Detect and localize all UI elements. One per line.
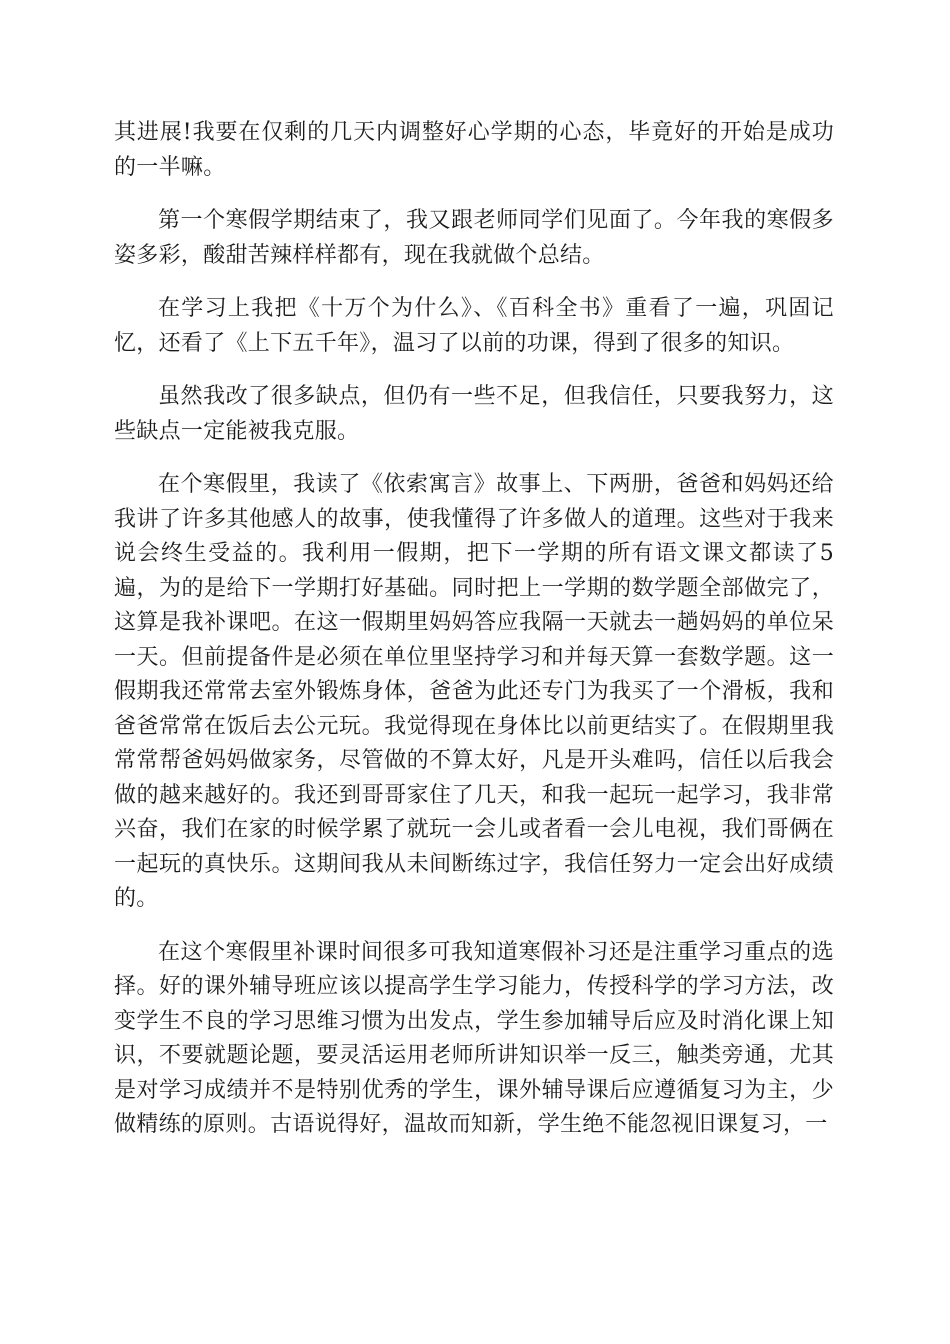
document-body	[114, 116, 834, 1162]
paragraph-holiday-activities: 在个寒假里，我读了《依索寓言》故事上、下两册，爸爸和妈妈还给我讲了许多其他感人的故事，使我懂得了许多做人的道理。这些对于我来说会终生受益的。我利用一假期，把下一学期的所有语文课文都读了5遍，为的是给下一学期打好基础。同时把上一学期的数学题全部做完了，这算是我补课吧。在这一假期里妈妈答应我隔一天就去一趟妈妈的单位呆一天。但前提备件是必须在单位里坚持学习和并每天算一套数学题。这一假期我还常常去室外锻炼身体，爸爸为此还专门为我买了一个滑板，我和爸爸常常在饭后去公元玩。我觉得现在身体比以前更结实了。在假期里我常常帮爸妈妈做家务，尽管做的不算太好，凡是开头难吗，信任以后我会做的越来越好的。我还到哥哥家住了几天，和我一起玩一起学习，我非常兴奋，我们在家的时候学累了就玩一会儿或者看一会儿电视，我们哥俩在一起玩的真快乐。这期间我从未间断练过字，我信任努力一定会出好成绩的。	[114, 472, 834, 911]
paragraph-winter-break-summary: 第一个寒假学期结束了，我又跟老师同学们见面了。今年我的寒假多姿多彩，酸甜苦辣样样都有，现在我就做个总结。	[114, 208, 834, 268]
paragraph-shortcomings: 虽然我改了很多缺点，但仍有一些不足，但我信任，只要我努力，这些缺点一定能被我克服。	[114, 384, 834, 444]
paragraph-tutoring-advice: 在这个寒假里补课时间很多可我知道寒假补习还是注重学习重点的选择。好的课外辅导班应该以提高学生学习能力，传授科学的学习方法，改变学生不良的学习思维习惯为出发点，学生参加辅导后应及时消化课上知识，不要就题论题，要灵活运用老师所讲知识举一反三，触类旁通，尤其是对学习成绩并不是特别优秀的学生，课外辅导课后应遵循复习为主，少做精练的原则。古语说得好，温故而知新，学生绝不能忽视旧课复习，一	[114, 939, 834, 1137]
paragraph-study-reading: 在学习上我把《十万个为什么》、《百科全书》重看了一遍，巩固记忆，还看了《上下五千年》，温习了以前的功课，得到了很多的知识。	[114, 296, 834, 356]
paragraph-continuation: 其进展!我要在仅剩的几天内调整好心学期的心态，毕竟好的开始是成功的一半嘛。	[114, 120, 834, 180]
